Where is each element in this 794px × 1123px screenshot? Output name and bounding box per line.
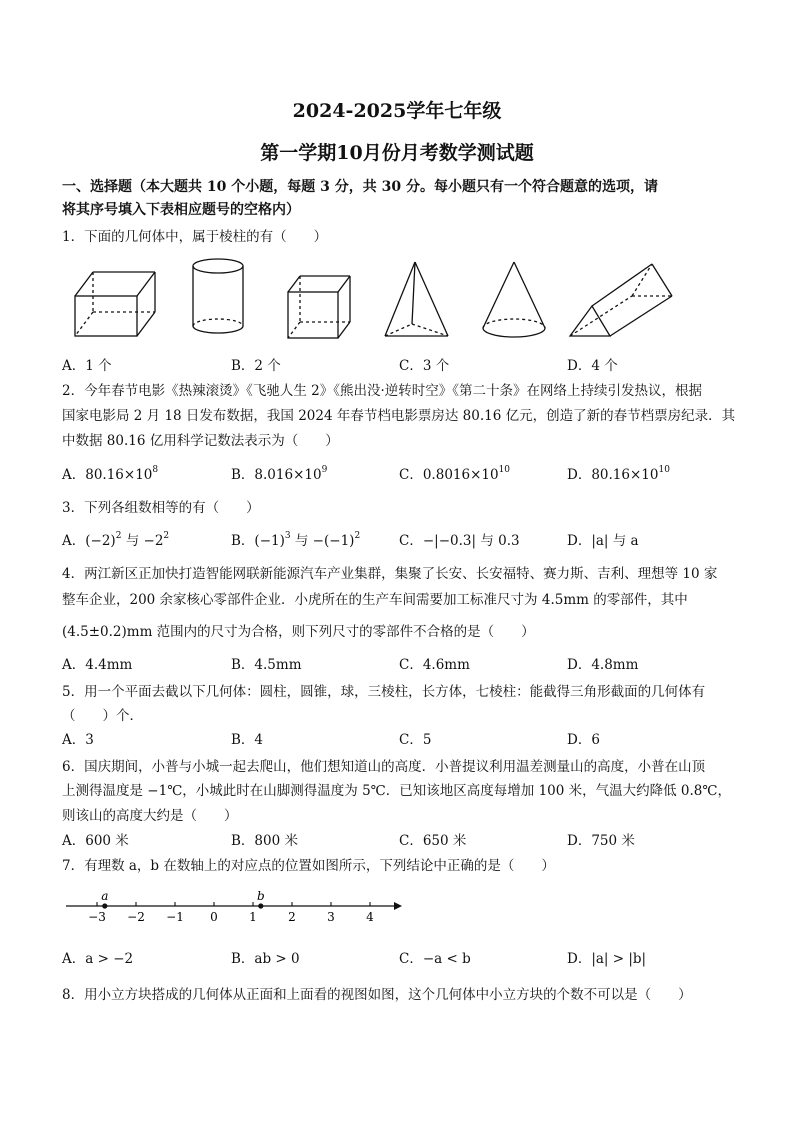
pyramid-figure [385, 262, 448, 336]
q7-option-b[interactable]: B．ab > 0 [231, 951, 300, 967]
q1-option-c[interactable]: C．3 个 [399, 358, 450, 374]
q5-line1: 5．用一个平面去截以下几何体：圆柱，圆锥，球，三棱柱，长方体，七棱柱：能截得三角形截面的几何体有 [62, 684, 706, 700]
q6-option-c[interactable]: C．650 米 [399, 833, 467, 849]
cube-figure [288, 276, 350, 338]
section-instructions-line2: 将其序号填入下表相应题号的空格内） [62, 202, 300, 218]
q4-option-d[interactable]: D．4.8mm [567, 657, 639, 673]
q6-option-d[interactable]: D．750 米 [567, 833, 635, 849]
q1-solids-figure [0, 252, 794, 352]
q4-option-a[interactable]: A．4.4mm [62, 657, 133, 673]
q7-stem: 7．有理数 a，b 在数轴上的对应点的位置如图所示，下列结论中正确的是（ ） [62, 858, 555, 874]
axis-tick-label: −2 [127, 910, 145, 924]
section-instructions-line1: 一、选择题（本大题共 10 个小题，每题 3 分，共 30 分。每小题只有一个符合题意的选项，请 [62, 179, 658, 195]
q5-option-c[interactable]: C．5 [399, 732, 432, 748]
q1-option-b[interactable]: B．2 个 [231, 358, 281, 374]
q7-option-a[interactable]: A．a > −2 [62, 951, 134, 967]
title-line2: 第一学期10月份月考数学测试题 [260, 142, 534, 164]
q2-option-c[interactable]: C．$0.8016\times 10^{10}$ [399, 465, 511, 483]
q2-option-b[interactable]: B．$8.016\times 10^9$ [231, 465, 328, 483]
triangular-prism-figure [570, 264, 672, 336]
q5-option-d[interactable]: D．6 [567, 732, 600, 748]
title-line1: 2024-2025学年七年级 [292, 100, 502, 122]
q7-option-d[interactable]: D．|a| > |b| [567, 951, 647, 967]
q3-option-d[interactable]: D．|a| 与 a [567, 533, 639, 549]
q3-stem: 3．下列各组数相等的有（ ） [62, 500, 260, 516]
q6-option-b[interactable]: B．800 米 [231, 833, 298, 849]
cone-figure [483, 262, 545, 337]
axis-tick-label: 1 [249, 910, 257, 924]
q5-line2: （ ）个． [62, 708, 143, 724]
q3-option-c[interactable]: C．−|−0.3| 与 0.3 [399, 533, 520, 549]
q2-line1: 2．今年春节电影《热辣滚烫》《飞驰人生 2》《熊出没·逆转时空》《第二十条》在网络上持续引发热议，根据 [62, 383, 703, 399]
q3-option-b[interactable]: B．$(-1)^3$ 与 $-(-1)^2$ [231, 531, 361, 549]
q2-option-d[interactable]: D．$80.16\times 10^{10}$ [567, 465, 670, 483]
q2-option-a[interactable]: A．$80.16\times 10^8$ [62, 465, 159, 483]
q3-option-a[interactable]: A．$(-2)^2$ 与 $-2^2$ [62, 531, 170, 549]
cuboid-figure [75, 272, 155, 336]
axis-tick-label: 4 [366, 910, 374, 924]
q6-option-a[interactable]: A．600 米 [62, 833, 129, 849]
q5-option-b[interactable]: B．4 [231, 732, 264, 748]
axis-tick-label: 0 [210, 910, 218, 924]
q4-option-b[interactable]: B．4.5mm [231, 657, 302, 673]
q1-option-a[interactable]: A．1 个 [62, 358, 112, 374]
q2-line3: 中数据 80.16 亿用科学记数法表示为（ ） [62, 433, 339, 449]
axis-tick-label: −3 [88, 910, 106, 924]
q7-option-c[interactable]: C．−a < b [399, 951, 471, 967]
q6-line1: 6．国庆期间，小普与小城一起去爬山，他们想知道山的高度．小普提议利用温差测量山的高度，小普在山顶 [62, 759, 706, 775]
q1-stem: 1．下面的几何体中，属于棱柱的有（ ） [62, 229, 328, 245]
point-b-label: b [256, 889, 265, 903]
q2-line2: 国家电影局 2 月 18 日发布数据，我国 2024 年春节档电影票房达 80.16 亿元，创造了新的春节档票房纪录．其 [62, 408, 736, 424]
q8-stem: 8．用小立方块搭成的几何体从正面和上面看的视图如图，这个几何体中小立方块的个数不可以是（ ） [62, 987, 692, 1003]
axis-tick-label: 3 [327, 910, 335, 924]
q7-number-line [66, 884, 406, 934]
point-b [258, 903, 263, 908]
q4-option-c[interactable]: C．4.6mm [399, 657, 470, 673]
point-a [102, 903, 107, 908]
point-a-label: a [101, 889, 109, 903]
q4-line1: 4．两江新区正加快打造智能网联新能源汽车产业集群，集聚了长安、长安福特、赛力斯、吉利、理想等 10 家 [62, 566, 718, 582]
q6-line2: 上测得温度是 −1℃，小城此时在山脚测得温度为 5℃．已知该地区高度每增加 100 米，气温大约降低 0.8℃， [62, 783, 731, 799]
axis-arrow [394, 902, 402, 910]
q4-line3: (4.5±0.2)mm 范围内的尺寸为合格，则下列尺寸的零部件不合格的是（ ） [62, 624, 535, 640]
cylinder-figure [193, 259, 243, 333]
q5-option-a[interactable]: A．3 [62, 732, 94, 748]
axis-tick-label: 2 [288, 910, 296, 924]
q4-line2: 整车企业，200 余家核心零部件企业．小虎所在的生产车间需要加工标准尺寸为 4.5mm 的零部件，其中 [62, 592, 688, 608]
q6-line3: 则该山的高度大约是（ ） [62, 808, 238, 824]
q1-option-d[interactable]: D．4 个 [567, 358, 618, 374]
axis-tick-label: −1 [166, 910, 184, 924]
